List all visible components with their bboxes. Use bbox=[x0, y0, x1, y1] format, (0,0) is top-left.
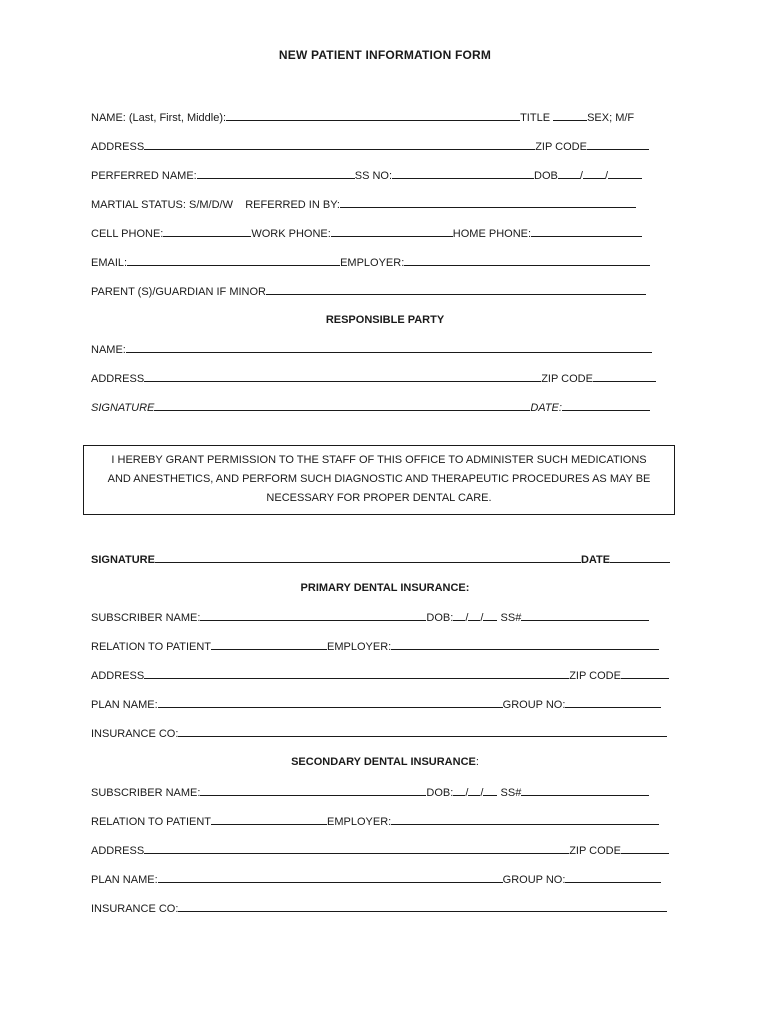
consent-signature-label: SIGNATURE bbox=[91, 554, 155, 566]
pi-plan-label: PLAN NAME: bbox=[91, 699, 158, 711]
employer-label: EMPLOYER: bbox=[340, 257, 405, 269]
pi-subscriber-row bbox=[91, 609, 649, 625]
si-subscriber-field[interactable] bbox=[200, 784, 426, 796]
patient-name-field[interactable] bbox=[226, 109, 520, 121]
rp-signature-row bbox=[91, 399, 650, 415]
referred-label: REFERRED IN BY: bbox=[245, 199, 340, 211]
si-relation-field[interactable] bbox=[211, 813, 327, 825]
consent-text-line: AND ANESTHETICS, AND PERFORM SUCH DIAGNOSTIC AND THERAPEUTIC PROCEDURES AS MAY BE bbox=[107, 473, 651, 485]
si-dob-label: DOB: bbox=[426, 787, 454, 799]
employer-field[interactable] bbox=[404, 254, 650, 266]
ss-label: SS NO: bbox=[354, 170, 393, 182]
pi-plan-field[interactable] bbox=[158, 696, 503, 708]
pi-insurance-co-label: INSURANCE CO: bbox=[91, 728, 179, 740]
pi-dob-year-field[interactable] bbox=[483, 609, 497, 621]
pi-relation-label: RELATION TO PATIENT bbox=[91, 641, 212, 653]
patient-name-row bbox=[91, 109, 634, 125]
si-relation-row bbox=[91, 813, 659, 829]
rp-zip-field[interactable] bbox=[593, 370, 656, 382]
home-phone-field[interactable] bbox=[531, 225, 642, 237]
pi-dob-separator: / bbox=[480, 612, 484, 624]
consent-signature-field[interactable] bbox=[155, 551, 581, 563]
phones-row bbox=[91, 225, 642, 241]
si-ss-field[interactable] bbox=[521, 784, 649, 796]
si-insurance-co-label: INSURANCE CO: bbox=[91, 903, 179, 915]
consent-text-line: I HEREBY GRANT PERMISSION TO THE STAFF OF THIS OFFICE TO ADMINISTER SUCH MEDICATIONS bbox=[111, 454, 647, 466]
pi-zip-label: ZIP CODE bbox=[569, 670, 621, 682]
rp-signature-field[interactable] bbox=[154, 399, 530, 411]
si-plan-label: PLAN NAME: bbox=[91, 874, 158, 886]
consent-date-field[interactable] bbox=[610, 551, 670, 563]
sex-label: SEX; M/F bbox=[587, 112, 635, 124]
si-address-field[interactable] bbox=[144, 842, 569, 854]
zip-label: ZIP CODE bbox=[535, 141, 587, 153]
guardian-row bbox=[91, 283, 646, 299]
rp-date-label: DATE: bbox=[530, 402, 562, 414]
rp-address-label: ADDRESS bbox=[91, 373, 145, 385]
si-dob-separator: / bbox=[465, 787, 469, 799]
si-plan-field[interactable] bbox=[158, 871, 503, 883]
si-group-field[interactable] bbox=[565, 871, 661, 883]
consent-box bbox=[83, 445, 675, 515]
si-zip-field[interactable] bbox=[621, 842, 669, 854]
responsible-party-heading: RESPONSIBLE PARTY bbox=[325, 314, 445, 326]
pi-address-row bbox=[91, 667, 669, 683]
si-group-label: GROUP NO: bbox=[502, 874, 566, 886]
pi-insurance-co-row bbox=[91, 725, 667, 741]
pi-subscriber-label: SUBSCRIBER NAME: bbox=[91, 612, 201, 624]
si-zip-label: ZIP CODE bbox=[569, 845, 621, 857]
secondary-insurance-heading: SECONDARY DENTAL INSURANCE bbox=[291, 756, 476, 768]
pi-ss-field[interactable] bbox=[521, 609, 649, 621]
consent-date-label: DATE bbox=[580, 554, 611, 566]
si-subscriber-label: SUBSCRIBER NAME: bbox=[91, 787, 201, 799]
email-label: EMAIL: bbox=[91, 257, 128, 269]
preferred-name-row bbox=[91, 167, 642, 183]
pi-dob-day-field[interactable] bbox=[468, 609, 480, 621]
si-ss-label: SS# bbox=[500, 787, 522, 799]
pi-insurance-co-field[interactable] bbox=[178, 725, 667, 737]
dob-separator: / bbox=[579, 170, 583, 182]
pi-group-field[interactable] bbox=[565, 696, 661, 708]
consent-signature-row bbox=[91, 551, 670, 567]
title-field[interactable] bbox=[553, 109, 587, 121]
ss-field[interactable] bbox=[392, 167, 534, 179]
preferred-name-field[interactable] bbox=[197, 167, 355, 179]
rp-signature-label: SIGNATURE bbox=[91, 402, 155, 414]
cell-phone-label: CELL PHONE: bbox=[91, 228, 164, 240]
pi-address-label: ADDRESS bbox=[91, 670, 145, 682]
pi-plan-row bbox=[91, 696, 661, 712]
secondary-insurance-heading-row bbox=[0, 754, 770, 770]
referred-field[interactable] bbox=[340, 196, 636, 208]
dob-separator: / bbox=[604, 170, 609, 182]
form-title: NEW PATIENT INFORMATION FORM bbox=[278, 48, 492, 62]
guardian-label: PARENT (S)/GUARDIAN IF MINOR bbox=[91, 286, 266, 298]
guardian-field[interactable] bbox=[266, 283, 646, 295]
work-phone-field[interactable] bbox=[331, 225, 453, 237]
pi-employer-label: EMPLOYER: bbox=[327, 641, 392, 653]
rp-address-row bbox=[91, 370, 656, 386]
rp-zip-label: ZIP CODE bbox=[541, 373, 593, 385]
pi-ss-label: SS# bbox=[500, 612, 522, 624]
rp-date-field[interactable] bbox=[562, 399, 650, 411]
dob-day-field[interactable] bbox=[583, 167, 605, 179]
si-address-row bbox=[91, 842, 669, 858]
consent-text-line: NECESSARY FOR PROPER DENTAL CARE. bbox=[266, 492, 492, 504]
marital-label: MARTIAL STATUS: S/M/D/W bbox=[91, 199, 233, 211]
email-field[interactable] bbox=[127, 254, 340, 266]
pi-address-field[interactable] bbox=[144, 667, 569, 679]
title-label: TITLE bbox=[520, 112, 551, 124]
rp-name-field[interactable] bbox=[126, 341, 652, 353]
email-row bbox=[91, 254, 650, 270]
cell-phone-field[interactable] bbox=[163, 225, 251, 237]
si-dob-day-field[interactable] bbox=[468, 784, 480, 796]
si-dob-month-field[interactable] bbox=[453, 784, 465, 796]
si-relation-label: RELATION TO PATIENT bbox=[91, 816, 212, 828]
si-address-label: ADDRESS bbox=[91, 845, 145, 857]
si-dob-separator: / bbox=[480, 787, 484, 799]
rp-address-field[interactable] bbox=[144, 370, 541, 382]
si-plan-row bbox=[91, 871, 661, 887]
pi-dob-separator: / bbox=[465, 612, 469, 624]
address-label: ADDRESS bbox=[91, 141, 145, 153]
si-employer-label: EMPLOYER: bbox=[327, 816, 392, 828]
si-insurance-co-field[interactable] bbox=[178, 900, 667, 912]
dob-label: DOB bbox=[534, 170, 558, 182]
pi-relation-row bbox=[91, 638, 659, 654]
patient-name-label: NAME: (Last, First, Middle): bbox=[91, 112, 227, 124]
pi-dob-label: DOB: bbox=[426, 612, 454, 624]
dob-year-field[interactable] bbox=[608, 167, 642, 179]
rp-name-row bbox=[91, 341, 652, 357]
preferred-name-label: PERFERRED NAME: bbox=[91, 170, 197, 182]
si-dob-year-field[interactable] bbox=[483, 784, 497, 796]
home-phone-label: HOME PHONE: bbox=[452, 228, 532, 240]
dob-month-field[interactable] bbox=[558, 167, 580, 179]
pi-group-label: GROUP NO: bbox=[502, 699, 566, 711]
zip-field[interactable] bbox=[587, 138, 649, 150]
primary-insurance-heading: PRIMARY DENTAL INSURANCE: bbox=[300, 582, 470, 594]
rp-name-label: NAME: bbox=[91, 344, 126, 356]
patient-address-row bbox=[91, 138, 649, 154]
marital-row bbox=[91, 196, 636, 212]
si-insurance-co-row bbox=[91, 900, 667, 916]
pi-relation-field[interactable] bbox=[211, 638, 327, 650]
pi-dob-month-field[interactable] bbox=[453, 609, 465, 621]
pi-employer-field[interactable] bbox=[391, 638, 659, 650]
si-employer-field[interactable] bbox=[391, 813, 659, 825]
address-field[interactable] bbox=[144, 138, 535, 150]
secondary-insurance-heading-colon: : bbox=[475, 756, 479, 768]
pi-subscriber-field[interactable] bbox=[200, 609, 426, 621]
work-phone-label: WORK PHONE: bbox=[251, 228, 331, 240]
pi-zip-field[interactable] bbox=[621, 667, 669, 679]
si-subscriber-row bbox=[91, 784, 649, 800]
